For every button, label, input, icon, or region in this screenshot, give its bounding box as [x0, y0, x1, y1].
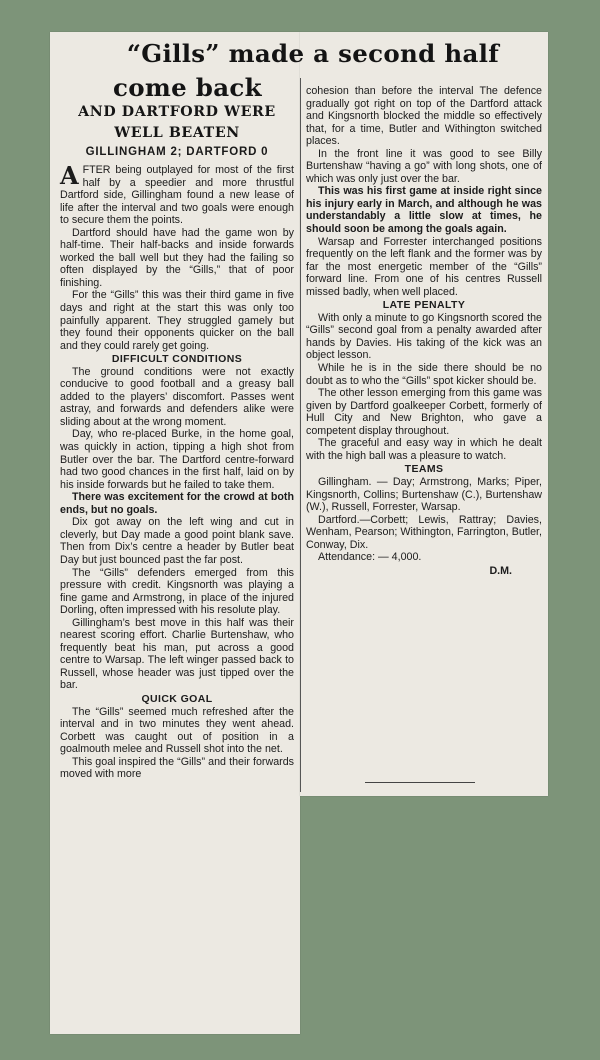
article-paragraph: [306, 476, 542, 514]
paragraph-text: Dix got away on the left wing and cut in cleverly, but Day made a good point blank save. Then from Dix’s centre a header by Butler beat Day but just bounced past the far post.: [60, 516, 294, 566]
article-column-right: [306, 85, 542, 577]
article-paragraph: [60, 516, 294, 566]
paragraph-text: Gillingham’s best move in this half was their nearest scoring effort. Charlie Burtenshaw, who frequently beat his man, put across a good centre to Warsap. The left winger passed back to Russell, whose header was just tipped over the bar.: [60, 616, 294, 692]
article-paragraph: [60, 227, 294, 290]
article-paragraph: [60, 567, 294, 617]
drop-cap: A: [60, 161, 79, 190]
paragraph-text: The other lesson emerging from this game was given by Dartford goalkeeper Corbett, formerly of Hull City and New Brighton, who gave a competent display throughout.: [306, 387, 542, 437]
article-paragraph: [306, 551, 542, 564]
paragraph-text: The “Gills” seemed much refreshed after the interval and in two minutes they went ahead. Corbett was caught out of position in a goalmouth melee and Russell shot into the net.: [60, 705, 294, 756]
headline-line-2: come back: [113, 73, 262, 102]
author-signature: D.M.: [489, 564, 512, 577]
paragraph-text: Day, who re-placed Burke, in the home goal, was quickly in action, tipping a high shot from Butler over the bar. The Dartford centre-forward had two good chances in the first half, laid on by his inside forwards but he failed to take them.: [60, 428, 294, 491]
article-paragraph: [306, 362, 542, 387]
article-subheadline: AND DARTFORD WERE WELL BEATEN: [78, 104, 276, 141]
article-paragraph: [60, 428, 294, 491]
article-column-left: [60, 161, 294, 781]
paragraph-text: Attendance: — 4,000.: [318, 551, 422, 564]
article-paragraph: [306, 437, 542, 462]
article-paragraph: [306, 236, 542, 299]
paragraph-text: This was his first game at inside right since his injury early in March, and although he was understandably a little slow at times, he should soon be among the goals again.: [306, 185, 542, 236]
paragraph-text: In the front line it was good to see Billy Burtenshaw “having a go” with long shots, one of which was only just over the bar.: [306, 147, 542, 185]
paragraph-text: QUICK GOAL: [141, 692, 213, 705]
article-paragraph: [60, 617, 294, 692]
paragraph-text: The graceful and easy way in which he dealt with the high ball was a pleasure to watch.: [306, 437, 542, 462]
paragraph-text: This goal inspired the “Gills” and their forwards moved with more: [60, 755, 294, 781]
paragraph-text: FTER being outplayed for most of the first half by a speedier and more thrustful Dartford side, Gillingham found a new lease of life after the interval and two goals were enough to secure them the points.: [60, 164, 294, 227]
column-divider: [300, 78, 301, 792]
paragraph-text: While he is in the side there should be no doubt as to who the “Gills” spot kicker should be.: [306, 362, 542, 387]
article-paragraph: [306, 312, 542, 362]
article-paragraph: [60, 756, 294, 781]
paragraph-text: Gillingham. — Day; Armstrong, Marks; Piper, Kingsnorth, Collins; Burtenshaw (C.), Burtenshaw (W.), Russell, Forrester, Warsap.: [306, 475, 542, 514]
article-paragraph: [60, 366, 294, 429]
bold-paragraph: [306, 185, 542, 235]
paragraph-text: There was excitement for the crowd at both ends, but no goals.: [60, 491, 294, 516]
article-paragraph: [306, 148, 542, 186]
paragraph-text: The “Gills” defenders emerged from this pressure with credit. Kingsnorth was playing a fine game and Armstrong, in place of the injured Dorling, often impressed with his resolute play.: [60, 566, 294, 617]
article-paragraph: [306, 387, 542, 437]
paragraph-text: cohesion than before the interval The defence gradually got right on top of the Dartford attack and Kingsnorth blocked the middle so effectively that, for a time, Butler and Withington switched places.: [306, 85, 542, 148]
paragraph-text: With only a minute to go Kingsnorth scored the “Gills” second goal from a penalty awarded after hands by Davies. His taking of the kick was an object lesson.: [306, 311, 542, 362]
article-paragraph: [306, 85, 542, 148]
paragraph-text: DIFFICULT CONDITIONS: [111, 353, 243, 366]
section-subheading: [306, 299, 542, 312]
match-score: GILLINGHAM 2; DARTFORD 0: [85, 146, 269, 158]
article-paragraph: [60, 161, 294, 227]
paragraph-text: Dartford.—Corbett; Lewis, Rattray; Davies, Wenham, Pearson; Withington, Farrington, Butler, Conway, Dix.: [306, 513, 542, 551]
paragraph-text: LATE PENALTY: [382, 299, 466, 312]
article-paragraph: [306, 514, 542, 552]
end-rule: [365, 782, 475, 783]
paragraph-text: Warsap and Forrester interchanged positions frequently on the left flank and the former was by far the most energetic member of the “Gills” forward line. From one of his centres Russell missed badly, when well placed.: [306, 235, 542, 298]
article-paragraph: [60, 289, 294, 352]
paragraph-text: The ground conditions were not exactly conducive to good football and a greasy ball added to the players’ discomfort. Passes went astray, and forwards and defenders alike were sliding about at the wrong moment.: [60, 365, 294, 428]
section-subheading: [306, 463, 542, 476]
paragraph-text: For the “Gills” this was their third game in five days and right at the start this was only too painfully apparent. They struggled gamely but they found their opponents quicker on the ball and they could rarely get going.: [60, 289, 294, 352]
bold-paragraph: [60, 491, 294, 516]
section-subheading: [60, 693, 294, 706]
paragraph-text: TEAMS: [404, 463, 444, 476]
paragraph-text: Dartford should have had the game won by half-time. Their half-backs and inside forwards worked the ball well but they had the failing so often displayed by the “Gills,” that of poor finishing.: [60, 226, 294, 289]
article-paragraph: [60, 706, 294, 756]
headline-line-1: “Gills” made a second half: [126, 39, 500, 68]
section-subheading: [60, 353, 294, 366]
